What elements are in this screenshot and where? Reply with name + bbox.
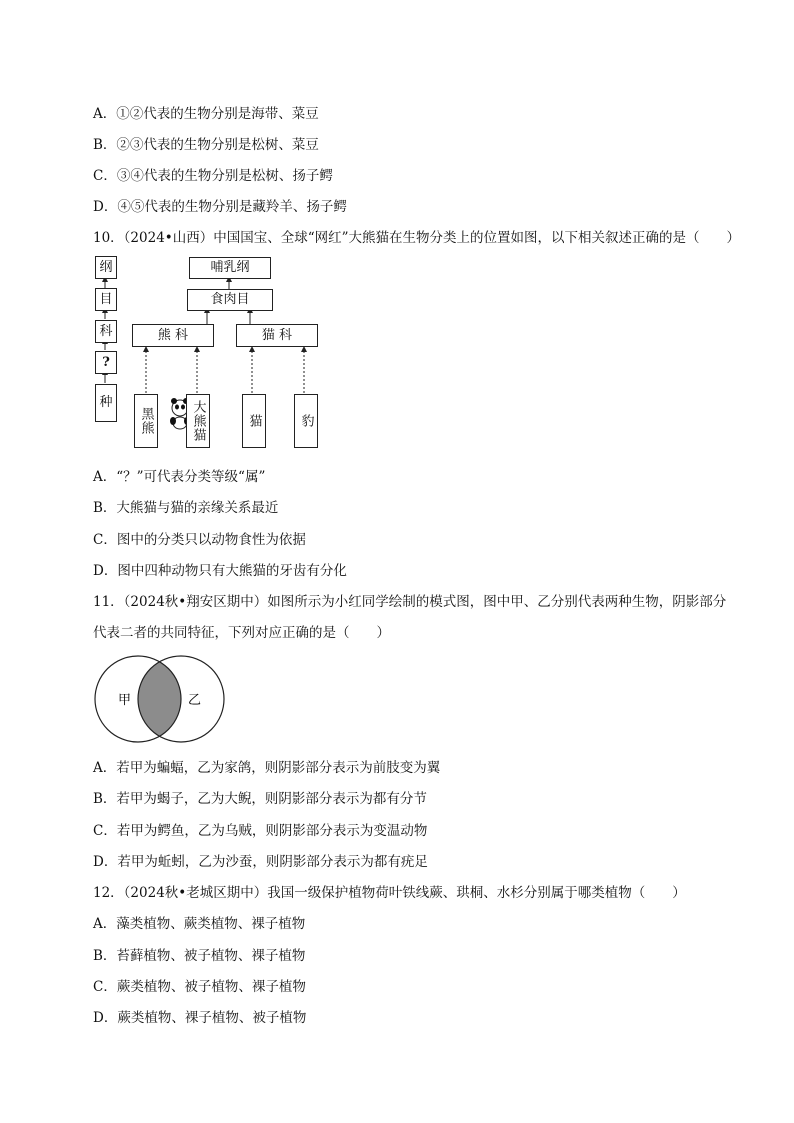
q11-option-b: B．若甲为蝎子，乙为大鲵，则阴影部分表示为都有分节 <box>93 791 427 807</box>
species-leopard: 豹 <box>294 394 318 448</box>
q11-option-c: C．若甲为鳄鱼，乙为乌贼，则阴影部分表示为变温动物 <box>93 823 428 839</box>
rank-order: 目 <box>95 288 117 311</box>
family-ursidae: 熊 科 <box>132 324 214 347</box>
class-mammalia: 哺乳纲 <box>189 257 271 279</box>
q12-stem: 12．（2024秋•老城区期中）我国一级保护植物荷叶铁线蕨、珙桐、水杉分别属于哪类植物（ ） <box>93 885 686 901</box>
q12-option-b: B．苔藓植物、被子植物、裸子植物 <box>93 948 306 964</box>
order-carnivora: 食肉目 <box>187 289 273 311</box>
q12-option-c: C．蕨类植物、被子植物、裸子植物 <box>93 979 306 995</box>
family-felidae: 猫 科 <box>236 324 318 347</box>
species-black-bear: 黑熊 <box>134 394 158 448</box>
venn-label-left: 甲 <box>118 693 132 708</box>
q11-option-d: D．若甲为蚯蚓，乙为沙蚕，则阴影部分表示为都有疣足 <box>93 854 428 870</box>
taxonomy-diagram <box>88 248 328 458</box>
q10-stem: 10．（2024•山西）中国国宝、全球“网红”大熊猫在生物分类上的位置如图，以下相关叙述正确的是（ ） <box>93 230 741 246</box>
q9-option-c: C．③④代表的生物分别是松树、扬子鳄 <box>93 168 333 184</box>
q10-option-a: A．“？”可代表分类等级“属” <box>93 469 266 485</box>
rank-unknown: ? <box>95 351 117 374</box>
species-cat: 猫 <box>242 394 266 448</box>
q9-option-b: B．②③代表的生物分别是松树、菜豆 <box>93 137 319 153</box>
q11-stem-line1: 11．（2024秋•翔安区期中）如图所示为小红同学绘制的模式图，图中甲、乙分别代表两种生物，阴影部分 <box>93 594 727 610</box>
rank-class: 纲 <box>95 256 117 279</box>
q10-option-d: D．图中四种动物只有大熊猫的牙齿有分化 <box>93 563 347 579</box>
q11-option-a: A．若甲为蝙蝠，乙为家鸽，则阴影部分表示为前肢变为翼 <box>93 760 441 776</box>
q11-stem-line2: 代表二者的共同特征，下列对应正确的是（ ） <box>93 625 390 641</box>
species-giant-panda: 大熊猫 <box>186 394 210 448</box>
q10-option-c: C．图中的分类只以动物食性为依据 <box>93 532 306 548</box>
q9-option-d: D．④⑤代表的生物分别是藏羚羊、扬子鳄 <box>93 199 347 215</box>
q9-option-a: A．①②代表的生物分别是海带、菜豆 <box>93 106 319 122</box>
venn-diagram <box>93 654 233 744</box>
q12-option-d: D．蕨类植物、裸子植物、被子植物 <box>93 1010 307 1026</box>
q10-option-b: B．大熊猫与猫的亲缘关系最近 <box>93 500 279 516</box>
q12-option-a: A．藻类植物、蕨类植物、裸子植物 <box>93 916 306 932</box>
rank-species: 种 <box>95 384 117 422</box>
rank-family: 科 <box>95 320 117 343</box>
venn-label-right: 乙 <box>188 693 202 708</box>
